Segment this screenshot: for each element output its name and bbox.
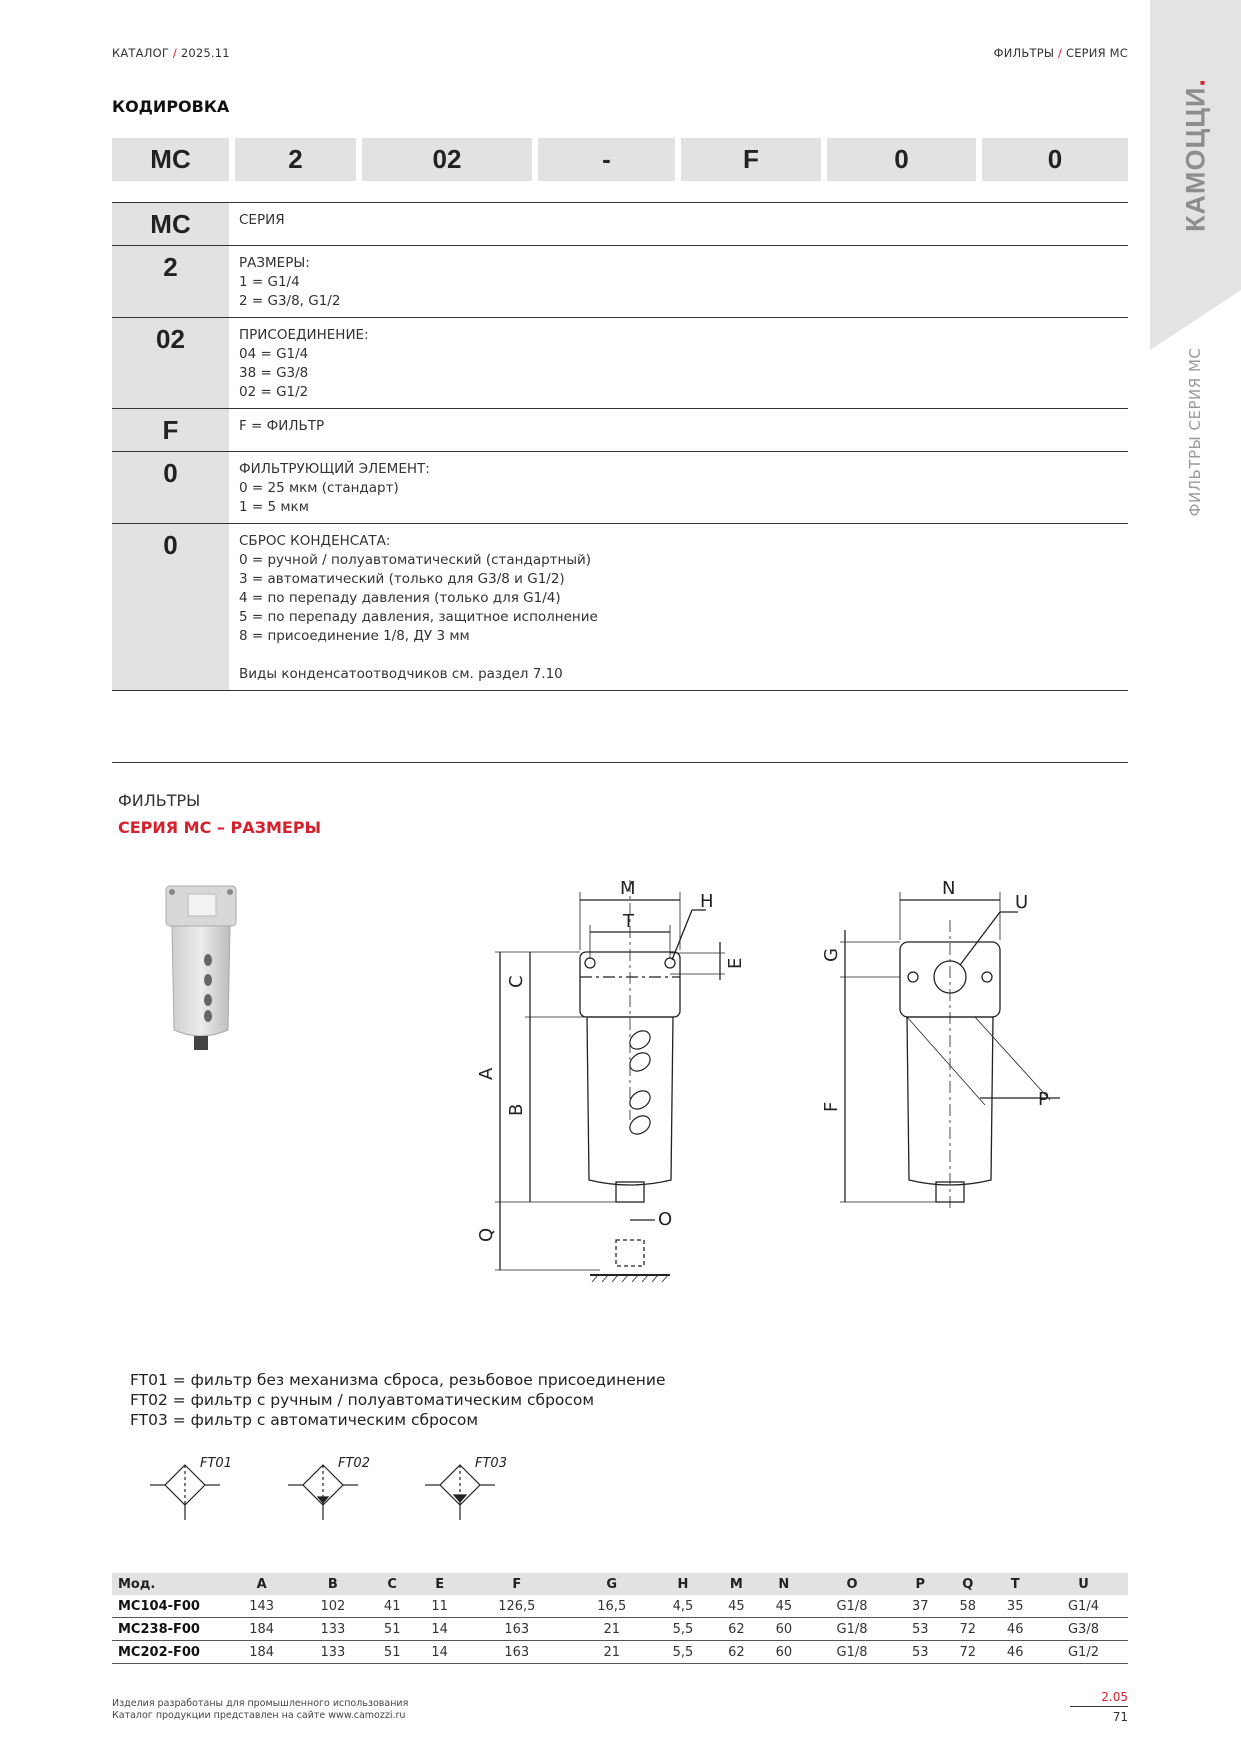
col-header: T [991, 1573, 1038, 1595]
table-row: MC202-F00 184 133 51 14 163 21 5,5 62 60 G1/8 53 72 46 G1/2 [112, 1641, 1128, 1664]
coding-row [112, 246, 1128, 318]
coding-row-desc: РАЗМЕРЫ: 1 = G1/4 2 = G3/8, G1/2 [229, 246, 1128, 318]
col-header: O [808, 1573, 897, 1595]
filters-series-title: СЕРИЯ MC – РАЗМЕРЫ [118, 818, 322, 837]
filters-label: ФИЛЬТРЫ [118, 791, 201, 810]
dim-label-e: E [725, 957, 746, 969]
table-row: MC104-F00 143 102 41 11 126,5 16,5 4,5 45 45 G1/8 37 58 35 G1/4 [112, 1595, 1128, 1618]
dim-label-b: B [506, 1103, 527, 1116]
symbol-ft03 [425, 1456, 507, 1520]
side-series-label: ФИЛЬТРЫ СЕРИЯ MC [1186, 347, 1204, 517]
coding-row [112, 409, 1128, 452]
dim-label-c: C [506, 975, 527, 988]
section-reference: 2.05 [1070, 1690, 1128, 1707]
brand-tab-corner [1150, 290, 1241, 350]
dim-label-a: A [476, 1067, 497, 1080]
legend-item: FT02 = фильтр с ручным / полуавтоматическим сбросом [130, 1391, 595, 1409]
col-header: E [416, 1573, 463, 1595]
svg-text:FT01: FT01 [200, 1456, 232, 1471]
col-header: H [653, 1573, 712, 1595]
filter-type-legend [130, 1370, 666, 1430]
page-number: 71 [1112, 1710, 1128, 1724]
coding-row [112, 318, 1128, 409]
coding-row-desc: ФИЛЬТРУЮЩИЙ ЭЛЕМЕНТ: 0 = 25 мкм (стандарт) 1 = 5 мкм [229, 452, 1128, 524]
dim-label-p: P [1038, 1089, 1049, 1110]
col-header: A [226, 1573, 297, 1595]
dim-label-g: G [821, 948, 842, 962]
coding-row-code: MC [112, 203, 229, 246]
coding-row-code: 0 [112, 524, 229, 691]
code-box-connection: 02 [362, 138, 532, 181]
coding-row-code: 0 [112, 452, 229, 524]
coding-row-desc: СБРОС КОНДЕНСАТА: 0 = ручной / полуавтоматический (стандартный) 3 = автоматический (только для G3/8 и G1/2) 4 = по перепаду давления (только для G1/4) 5 = по перепаду давления, защитное исполнение 8 = присоединение 1/8, ДУ 3 мм Виды конденсатоотводчиков см. раздел 7.10 [229, 524, 1128, 691]
col-header: Мод. [112, 1573, 226, 1595]
symbol-ft01 [150, 1456, 232, 1520]
legend-item: FT03 = фильтр с автоматическим сбросом [130, 1411, 479, 1429]
dim-label-u: U [1015, 892, 1029, 913]
coding-row-desc: СЕРИЯ [229, 203, 1128, 246]
coding-row-desc: F = ФИЛЬТР [229, 409, 1128, 452]
col-header: G [570, 1573, 653, 1595]
dimensions-table [112, 1573, 1128, 1664]
col-header: F [463, 1573, 570, 1595]
svg-text:FT03: FT03 [475, 1456, 507, 1471]
coding-row-code: 02 [112, 318, 229, 409]
coding-title: КОДИРОВКА [112, 97, 230, 116]
coding-table [112, 202, 1128, 691]
dim-label-q: Q [476, 1227, 497, 1242]
col-header: B [297, 1573, 368, 1595]
code-box-filter: F [681, 138, 821, 181]
table-row: MC238-F00 184 133 51 14 163 21 5,5 62 60 G1/8 53 72 46 G3/8 [112, 1618, 1128, 1641]
dim-label-f: F [821, 1101, 842, 1112]
header-catalog: КАТАЛОГ / 2025.11 [112, 46, 230, 60]
product-photo [150, 880, 250, 1060]
coding-row-code: 2 [112, 246, 229, 318]
col-header: Q [944, 1573, 991, 1595]
symbol-ft02 [288, 1456, 370, 1520]
col-header: N [760, 1573, 807, 1595]
code-box-size: 2 [235, 138, 356, 181]
filter-symbols [150, 1455, 550, 1535]
coding-row [112, 452, 1128, 524]
col-header: M [713, 1573, 760, 1595]
section-divider [112, 762, 1128, 763]
dim-label-o: O [658, 1209, 673, 1230]
col-header: C [368, 1573, 415, 1595]
coding-row [112, 203, 1128, 246]
dim-label-n: N [942, 880, 956, 899]
dim-label-m: M [620, 880, 636, 899]
code-box-element: 0 [827, 138, 976, 181]
legend-item: FT01 = фильтр без механизма сброса, резьбовое присоединение [130, 1371, 666, 1389]
header-section: ФИЛЬТРЫ / СЕРИЯ MC [993, 46, 1128, 60]
dimension-drawing [440, 880, 1120, 1320]
footer-note: Изделия разработаны для промышленного использования Каталог продукции представлен на сайте www.camozzi.ru [112, 1698, 409, 1721]
brand-logo: КАМОЦЦИ. [1180, 78, 1211, 232]
coding-row-desc: ПРИСОЕДИНЕНИЕ: 04 = G1/4 38 = G3/8 02 = G1/2 [229, 318, 1128, 409]
col-header: U [1039, 1573, 1128, 1595]
code-box-series: MC [112, 138, 229, 181]
svg-text:FT02: FT02 [338, 1456, 370, 1471]
dim-label-t: T [623, 911, 634, 932]
code-box-drain: 0 [982, 138, 1128, 181]
coding-row-code: F [112, 409, 229, 452]
dim-label-h: H [700, 891, 714, 912]
coding-row [112, 524, 1128, 691]
code-box-dash: - [538, 138, 675, 181]
col-header: P [897, 1573, 944, 1595]
table-header-row [112, 1573, 1128, 1595]
